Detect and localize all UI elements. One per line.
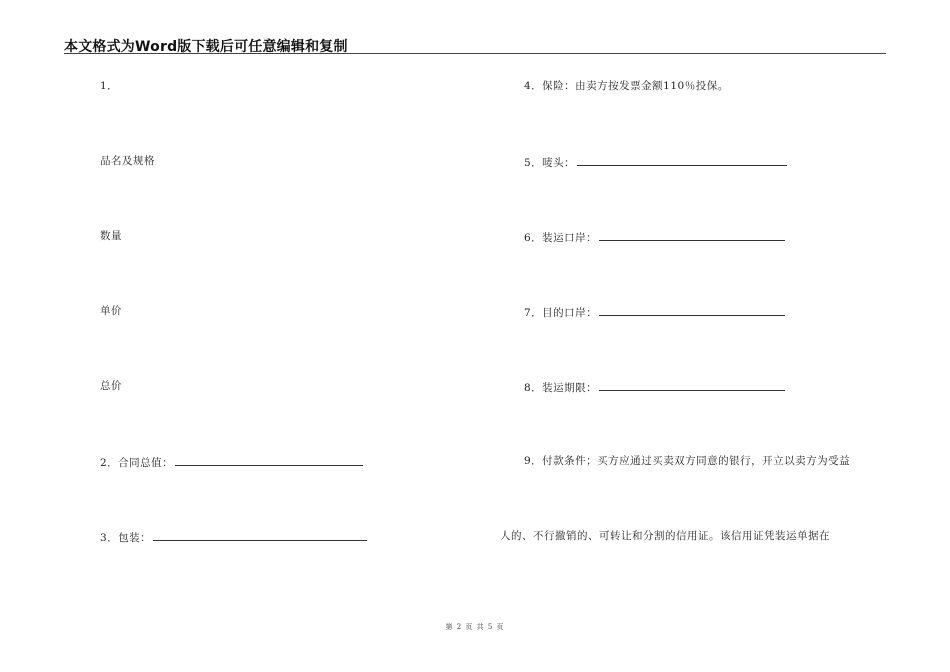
shipping-mark-row bbox=[524, 154, 787, 170]
contract-value-label: 2．合同总值： bbox=[100, 457, 174, 469]
packing-row bbox=[100, 529, 367, 545]
total-price-label: 总价 bbox=[100, 380, 122, 392]
quantity-label: 数量 bbox=[100, 230, 122, 242]
packing-blank bbox=[153, 529, 367, 541]
loading-port-row bbox=[524, 229, 785, 245]
shipping-mark-label: 5．唛头： bbox=[524, 157, 576, 169]
page-footer: 第 2 页 共 5 页 bbox=[445, 623, 505, 631]
destination-port-label: 7．目的口岸： bbox=[524, 307, 598, 319]
destination-port-row bbox=[524, 304, 785, 320]
shipping-mark-blank bbox=[577, 154, 787, 166]
shipment-period-label: 8．装运期限： bbox=[524, 382, 598, 394]
document-header-title: 本文格式为Word版下载后可任意编辑和复制 bbox=[64, 39, 348, 55]
item-1-label: 1． bbox=[100, 80, 119, 92]
loading-port-blank bbox=[599, 229, 785, 241]
header-divider bbox=[64, 53, 886, 54]
contract-value-row bbox=[100, 454, 363, 470]
shipment-period-blank bbox=[599, 379, 785, 391]
loading-port-label: 6．装运口岸： bbox=[524, 232, 598, 244]
insurance-clause: 4．保险：由卖方按发票金额110％投保。 bbox=[524, 80, 729, 92]
product-name-spec-label: 品名及规格 bbox=[100, 155, 155, 167]
destination-port-blank bbox=[599, 304, 785, 316]
payment-terms-line-2: 人的、不行撤销的、可转让和分割的信用证。该信用证凭装运单据在 bbox=[500, 530, 830, 542]
contract-value-blank bbox=[175, 454, 363, 466]
unit-price-label: 单价 bbox=[100, 305, 122, 317]
payment-terms-line-1: 9．付款条件；买方应通过买卖双方同意的银行，开立以卖方为受益 bbox=[524, 455, 851, 467]
shipment-period-row bbox=[524, 379, 785, 395]
packing-label: 3．包装： bbox=[100, 532, 152, 544]
